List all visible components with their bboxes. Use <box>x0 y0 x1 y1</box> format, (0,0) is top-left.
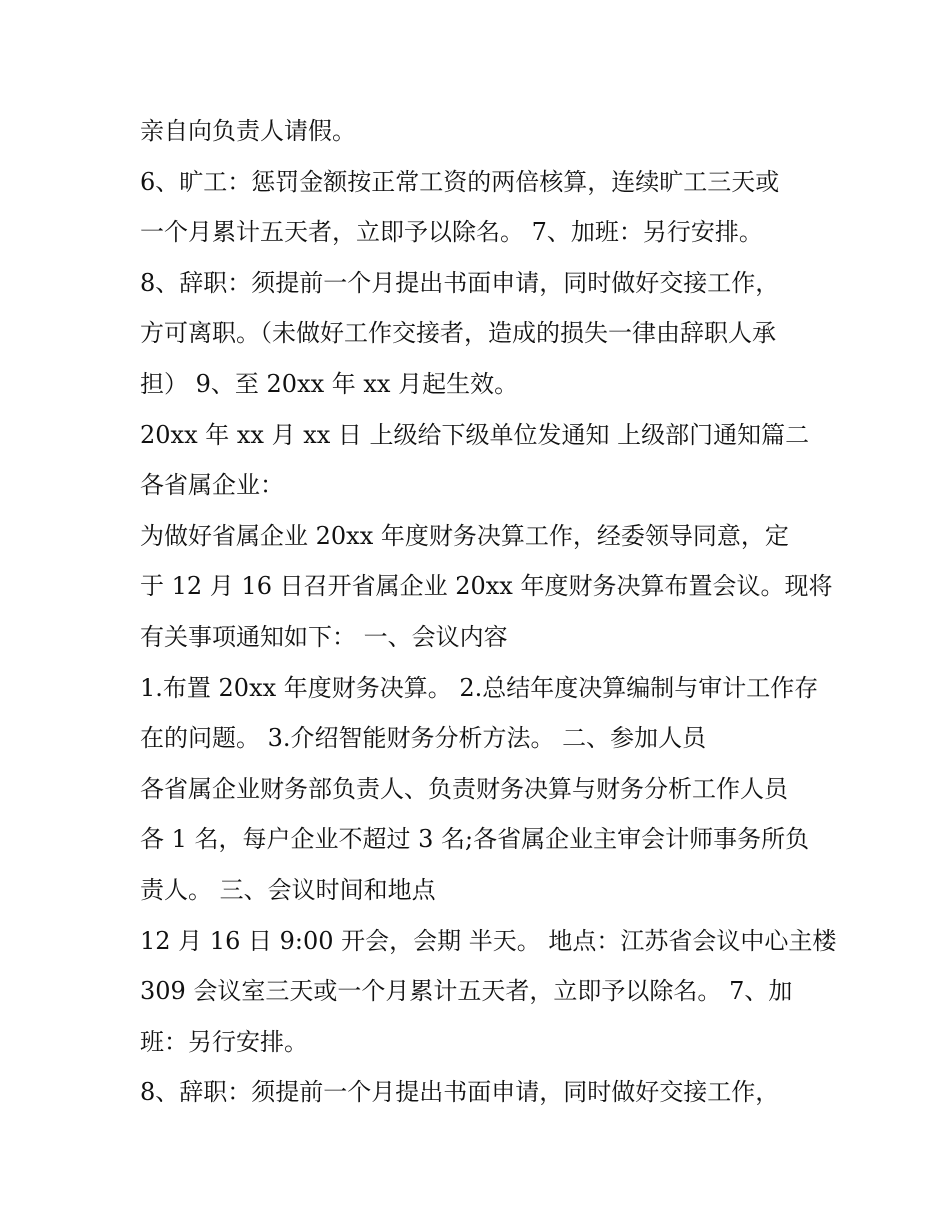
text-line: 为做好省属企业 20xx 年度财务决算工作，经委领导同意，定 <box>140 521 789 550</box>
text-line: 班：另行安排。 <box>140 1027 308 1056</box>
text-line: 309 会议室三天或一个月累计五天者，立即予以除名。 7、加 <box>140 977 793 1006</box>
text-line: 于 12 月 16 日召开省属企业 20xx 年度财务决算布置会议。现将 <box>140 572 833 601</box>
text-line: 1.布置 20xx 年度财务决算。 2.总结年度决算编制与审计工作存 <box>140 673 819 702</box>
text-line: 6、旷工：惩罚金额按正常工资的两倍核算，连续旷工三天或 <box>140 167 780 196</box>
text-line: 8、辞职：须提前一个月提出书面申请，同时做好交接工作， <box>140 268 780 297</box>
text-line: 各 1 名，每户企业不超过 3 名;各省属企业主审会计师事务所负 <box>140 825 810 854</box>
text-line: 一个月累计五天者，立即予以除名。 7、加班：另行安排。 <box>140 218 763 247</box>
text-line: 12 月 16 日 9:00 开会，会期 半天。 地点：江苏省会议中心主楼 <box>140 926 837 955</box>
text-line: 8、辞职：须提前一个月提出书面申请，同时做好交接工作， <box>140 1078 780 1107</box>
text-line: 方可离职。（未做好工作交接者，造成的损失一律由辞职人承 <box>140 319 776 348</box>
text-line: 担） 9、至 20xx 年 xx 月起生效。 <box>140 369 519 398</box>
text-line: 责人。 三、会议时间和地点 <box>140 875 436 904</box>
text-line: 20xx 年 xx 月 xx 日 上级给下级单位发通知 上级部门通知篇二 <box>140 420 810 449</box>
body-text <box>140 106 840 1118</box>
text-line: 在的问题。 3.介绍智能财务分析方法。 二、参加人员 <box>140 724 707 753</box>
text-line: 各省属企业财务部负责人、负责财务决算与财务分析工作人员 <box>140 774 788 803</box>
text-line: 有关事项通知如下： 一、会议内容 <box>140 622 508 651</box>
text-line: 亲自向负责人请假。 <box>140 117 356 145</box>
text-line: 各省属企业： <box>140 471 284 500</box>
